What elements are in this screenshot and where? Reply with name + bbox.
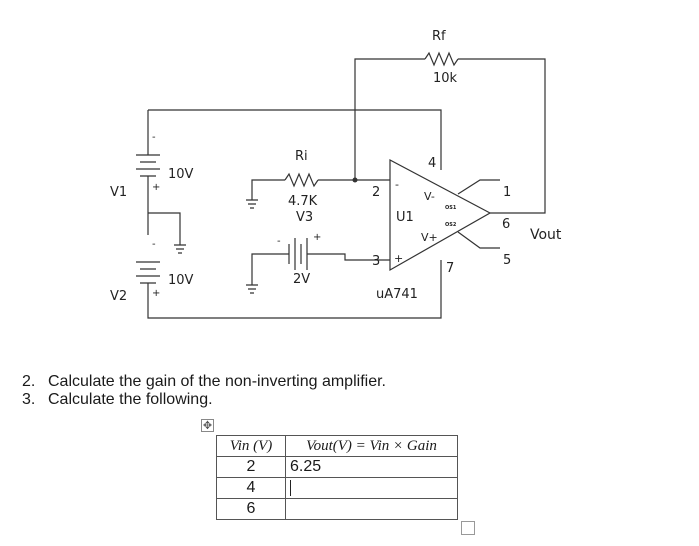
offset-pin5-wire: [458, 232, 500, 248]
opamp-model-label: uA741: [376, 287, 418, 302]
table-move-handle-icon[interactable]: ✥: [202, 419, 213, 432]
pin6-label: 6: [502, 217, 511, 232]
question-number: 3.: [22, 391, 36, 408]
question-list: [22, 373, 386, 409]
os1-label: OS1: [445, 205, 457, 211]
vin-header: Vin (V): [217, 436, 286, 457]
rf-label: Rf: [432, 29, 446, 44]
output-feedback-wire: [458, 59, 545, 213]
v3-minus: -: [277, 236, 281, 247]
v2-plus: +: [152, 288, 161, 299]
v3-label: V3: [296, 210, 314, 225]
junction-dot: [353, 178, 358, 183]
question-item: [22, 391, 386, 409]
noninverting-sign: +: [394, 252, 404, 265]
ri-ground-wire: [246, 180, 285, 208]
os2-label: OS2: [445, 222, 457, 228]
v2-label: V2: [110, 289, 128, 304]
rf-value: 10k: [433, 71, 458, 86]
ri-label: Ri: [295, 149, 308, 164]
table-header-row: [217, 436, 458, 457]
v2-minus: -: [152, 239, 156, 250]
question-item: [22, 373, 386, 391]
table-row: [217, 499, 458, 520]
v1-value: 10V: [168, 167, 194, 182]
table-resize-handle[interactable]: [461, 521, 475, 535]
question-number: 2.: [22, 373, 36, 390]
offset-pin1-wire: [458, 180, 500, 194]
ri-value: 4.7K: [288, 194, 318, 209]
gain-table: [216, 435, 458, 520]
v1-plus: +: [152, 182, 161, 193]
v3-ground-wire: [246, 254, 289, 293]
v3-value: 2V: [293, 272, 311, 287]
inverting-sign: -: [395, 178, 399, 191]
table-row: [217, 457, 458, 478]
ri-resistor: [285, 174, 318, 186]
v1-minus: -: [152, 132, 156, 143]
question-text: Calculate the gain of the non-inverting amplifier.: [48, 373, 386, 390]
text-cursor: [290, 480, 291, 496]
v1-label: V1: [110, 185, 128, 200]
v2-value: 10V: [168, 273, 194, 288]
pin1-label: 1: [503, 185, 512, 200]
vin-cell[interactable]: 6: [217, 499, 286, 520]
vout-header: Vout(V) = Vin × Gain: [286, 436, 458, 457]
u1-label: U1: [396, 210, 414, 225]
pin3-label: 3: [372, 254, 381, 269]
vin-cell[interactable]: 2: [217, 457, 286, 478]
rf-resistor: [425, 53, 458, 65]
table-row: [217, 478, 458, 499]
vout-cell[interactable]: 6.25: [286, 457, 458, 478]
vout-cell-active[interactable]: [286, 478, 458, 499]
vminus-label: V-: [424, 190, 435, 203]
vplus-label: V+: [421, 231, 438, 244]
pin5-label: 5: [503, 253, 512, 268]
vout-label: Vout: [530, 227, 562, 243]
pin7-label: 7: [446, 261, 455, 276]
pin4-label: 4: [428, 156, 437, 171]
vin-cell[interactable]: 4: [217, 478, 286, 499]
pin2-label: 2: [372, 185, 381, 200]
v3-plus: +: [313, 232, 322, 243]
vout-cell[interactable]: [286, 499, 458, 520]
question-text: Calculate the following.: [48, 391, 213, 408]
